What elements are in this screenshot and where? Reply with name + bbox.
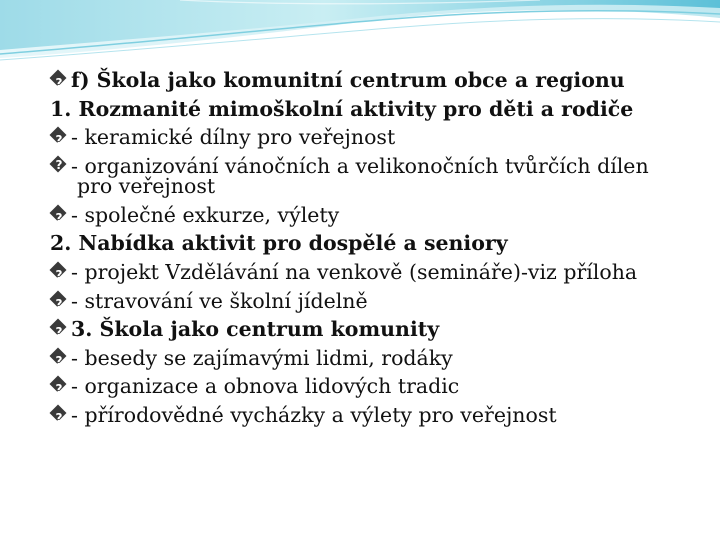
list-item-text: - přírodovědné vycházky a výlety pro veřejnost (71, 402, 557, 427)
slide-content (50, 66, 690, 430)
unknown-glyph-icon (50, 292, 68, 311)
unknown-glyph-icon (50, 71, 68, 90)
list-item (50, 315, 690, 344)
list-item-text: f) Škola jako komunitní centrum obce a regionu (71, 68, 625, 92)
list-item (50, 287, 690, 316)
unknown-glyph-icon (50, 406, 68, 425)
list-item (50, 95, 690, 124)
list-item-text: - organizace a obnova lidových tradic (71, 374, 460, 399)
list-item-text: 3. Škola jako centrum komunity (71, 317, 440, 342)
unknown-glyph-icon (50, 377, 68, 396)
list-item (50, 66, 690, 95)
list-item (50, 258, 690, 287)
list-item (50, 344, 690, 373)
unknown-glyph-icon (50, 206, 68, 225)
list-item-text: 1. Rozmanité mimoškolní aktivity pro děti a rodiče (50, 96, 634, 121)
unknown-glyph-icon (50, 320, 68, 339)
list-item-text: 2. Nabídka aktivit pro dospělé a seniory (50, 231, 508, 256)
unknown-glyph-icon (50, 263, 68, 282)
list-item (50, 401, 690, 430)
list-item (50, 229, 690, 258)
header-wave-decoration (0, 0, 720, 70)
list-item (50, 152, 690, 201)
unknown-glyph-icon (50, 157, 68, 176)
list-item-text: - projekt Vzdělávání na venkově (semináře)-viz příloha (71, 259, 638, 284)
list-item-text: - besedy se zajímavými lidmi, rodáky (71, 345, 453, 370)
list-item-continuation: pro veřejnost (77, 173, 216, 198)
unknown-glyph-icon (50, 349, 68, 368)
list-item-text: - stravování ve školní jídelně (71, 288, 368, 313)
list-item (50, 201, 690, 230)
list-item-text: - společné exkurze, výlety (71, 202, 340, 227)
list-item (50, 372, 690, 401)
list-item-text: - keramické dílny pro veřejnost (71, 125, 396, 150)
list-item (50, 123, 690, 152)
list-item-text: - organizování vánočních a velikonočních tvůrčích dílen (71, 153, 649, 178)
unknown-glyph-icon (50, 128, 68, 147)
